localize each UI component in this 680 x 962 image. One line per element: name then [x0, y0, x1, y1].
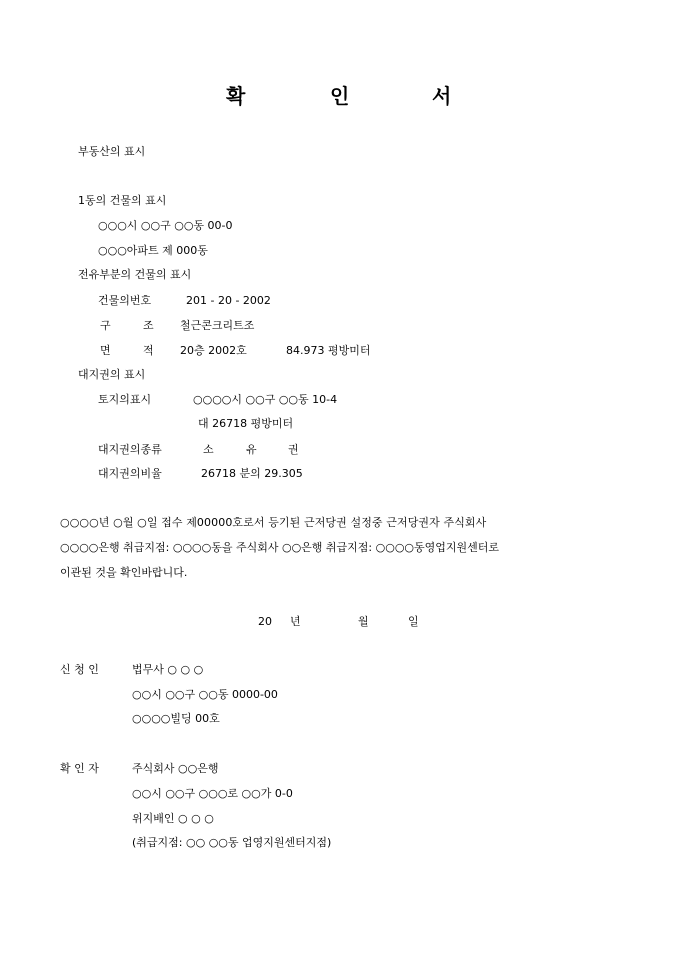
structure-label-a: 구	[100, 319, 111, 332]
body-line-1: ○○○○년 ○월 ○일 접수 제00000호로서 등기된 근저당권 설정중 근저당권자 주식회사	[60, 516, 487, 529]
structure-value: 철근콘크리트조	[180, 319, 255, 332]
date-day-unit: 일	[408, 615, 419, 628]
building-heading: 1동의 건물의 표시	[78, 194, 167, 207]
applicant-name: 법무사 ○ ○ ○	[132, 663, 204, 676]
land-type-c2: 유	[246, 443, 257, 456]
body-line-3: 이관된 것을 확인바랍니다.	[60, 566, 188, 579]
area-floor: 20층 2002호	[180, 344, 247, 357]
land-type-label: 대지권의종류	[98, 443, 162, 456]
unit-number-label: 건물의번호	[98, 294, 152, 307]
title-char-2: 인	[330, 84, 350, 108]
title-char-3: 서	[432, 84, 452, 108]
land-display-label: 토지의표시	[98, 393, 152, 406]
building-name: ○○○아파트 제 000동	[98, 244, 208, 257]
land-heading: 대지권의 표시	[78, 368, 146, 381]
title-char-1: 확	[226, 84, 246, 108]
applicant-label: 신 청 인	[60, 663, 99, 676]
area-label-b: 적	[143, 344, 154, 357]
land-display-value2: 대 26718 평방미터	[198, 417, 294, 430]
applicant-building: ○○○○빌딩 00호	[132, 712, 220, 725]
confirmer-address: ○○시 ○○구 ○○○로 ○○가 0-0	[132, 787, 293, 800]
building-address: ○○○시 ○○구 ○○동 00-0	[98, 219, 233, 232]
date-month-unit: 월	[358, 615, 369, 628]
unit-heading: 전유부분의 건물의 표시	[78, 268, 192, 281]
land-type-c3: 권	[288, 443, 299, 456]
land-ratio-label: 대지권의비율	[98, 467, 162, 480]
land-type-c1: 소	[203, 443, 214, 456]
structure-label-b: 조	[143, 319, 154, 332]
area-label-a: 면	[100, 344, 111, 357]
applicant-address: ○○시 ○○구 ○○동 0000-00	[132, 688, 278, 701]
confirmer-company: 주식회사 ○○은행	[132, 762, 219, 775]
date-year-unit: 년	[290, 615, 301, 628]
land-ratio-value: 26718 분의 29.305	[201, 467, 303, 480]
property-heading: 부동산의 표시	[78, 145, 146, 158]
body-line-2: ○○○○은행 취급지점: ○○○○동을 주식회사 ○○은행 취급지점: ○○○○동영업지원센터로	[60, 541, 500, 554]
confirmer-label: 확 인 자	[60, 762, 99, 775]
unit-number-value: 201 - 20 - 2002	[186, 294, 271, 307]
area-value: 84.973 평방미터	[286, 344, 371, 357]
confirmer-branch: (취급지점: ○○ ○○동 업영지원센터지점)	[132, 836, 332, 849]
date-year: 20	[258, 615, 272, 628]
land-display-value: ○○○○시 ○○구 ○○동 10-4	[193, 393, 338, 406]
confirmer-manager: 위지배인 ○ ○ ○	[132, 812, 214, 825]
